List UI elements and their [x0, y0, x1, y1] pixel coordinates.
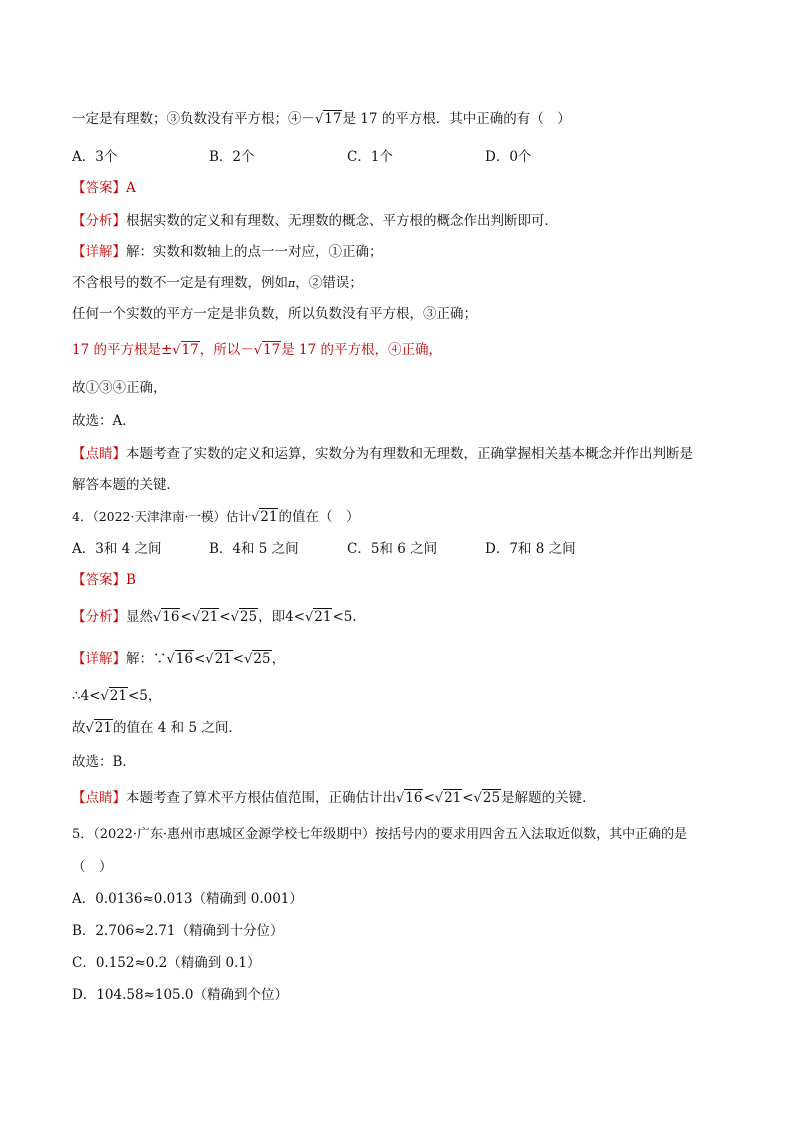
q3-option-d: D．0个 [485, 149, 532, 165]
q3-stem-text-after: 是 17 的平方根．其中正确的有（ ） [342, 111, 571, 127]
q5-option-c: C．0.152≈0.2（精确到 0.1） [72, 955, 261, 971]
sqrt-25: √25 [473, 790, 501, 806]
q4-therefore: ∴4<√21<5， [72, 688, 162, 704]
q3-detail-line2: 不含根号的数不一定是有理数，例如π，②错误； [72, 275, 363, 291]
q4-choose: 故选：B． [72, 754, 136, 770]
q4-option-a: A．3和 4 之间 [72, 541, 162, 557]
q3-answer: 【答案】A [72, 180, 136, 196]
q5-stem: 5．（2022·广东·惠州市惠城区金源学校七年级期中）按括号内的要求用四舍五入法取近似数，其中正确的是 [72, 827, 688, 842]
sqrt-21: √21 [250, 509, 278, 525]
sqrt-21: √21 [100, 688, 127, 704]
q3-analysis: 【分析】根据实数的定义和有理数、无理数的概念、平方根的概念作出判断即可． [72, 213, 558, 229]
sqrt-21: √21 [205, 651, 232, 667]
q3-stem-text: 一定是有理数；③负数没有平方根；④ [72, 111, 302, 127]
q3-detail-line4: 17 的平方根是±√17，所以－√17是 17 的平方根，④正确， [72, 342, 443, 358]
sqrt-17: √17 [253, 342, 281, 358]
q3-stem-tail [72, 107, 571, 127]
minus-sign: － [301, 111, 315, 127]
q3-detail-line6: 故选：A． [72, 413, 136, 429]
q3-option-c: C．1个 [347, 149, 393, 165]
sqrt-17: √17 [315, 111, 342, 127]
q5-option-b: B．2.706≈2.71（精确到十分位） [72, 923, 284, 939]
q4-option-b: B．4和 5 之间 [209, 541, 299, 557]
q5-option-a: A．0.0136≈0.013（精确到 0.001） [72, 891, 303, 907]
q3-detail-line5: 故①③④正确， [72, 380, 167, 396]
q4-stem: 4．（2022·天津津南·一模）估计√21的值在（ ） [72, 509, 360, 525]
q5-stem-paren: （ ） [72, 859, 113, 875]
q3-detail-line1: 【详解】解：实数和数轴上的点一一对应，①正确； [72, 244, 383, 260]
sqrt-21: √21 [304, 609, 332, 625]
sqrt-25: √25 [230, 609, 258, 625]
sqrt-25: √25 [244, 651, 271, 667]
q4-option-c: C．5和 6 之间 [347, 541, 438, 557]
q4-comment: 【点睛】本题考查了算术平方根估值范围，正确估计出√16<√21<√25是解题的关键． [72, 790, 596, 806]
q3-option-b: B．2个 [209, 149, 255, 165]
q3-comment-line2: 解答本题的关键． [72, 477, 180, 493]
sqrt-16: √16 [396, 790, 423, 806]
sqrt-16: √16 [166, 651, 193, 667]
q4-option-d: D．7和 8 之间 [485, 541, 576, 557]
sqrt-21: √21 [434, 790, 462, 806]
q4-analysis: 【分析】显然√16<√21<√25，即4<√21<5． [72, 609, 366, 625]
sqrt-16: √16 [153, 609, 180, 625]
sqrt-21: √21 [85, 720, 112, 736]
q5-option-d: D．104.58≈105.0（精确到个位） [72, 987, 289, 1003]
q4-so: 故√21的值在 4 和 5 之间． [72, 720, 242, 736]
sqrt-21: √21 [191, 609, 219, 625]
q4-answer: 【答案】B [72, 572, 136, 588]
q3-option-a: A．3个 [72, 149, 118, 165]
sqrt-17: √17 [172, 342, 199, 358]
q4-detail-line1: 【详解】解：∵√16<√21<√25， [72, 651, 286, 667]
q3-comment-line1: 【点睛】本题考查了实数的定义和运算，实数分为有理数和无理数，正确掌握相关基本概念并作出判断是 [72, 446, 693, 462]
q3-detail-line3: 任何一个实数的平方一定是非负数，所以负数没有平方根，③正确； [72, 306, 477, 322]
